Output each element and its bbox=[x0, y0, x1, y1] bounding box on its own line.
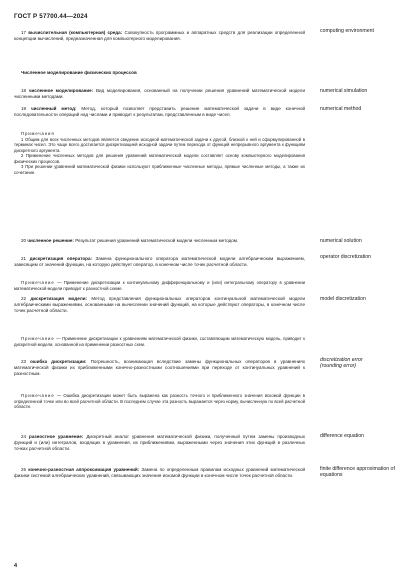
note-22 bbox=[14, 336, 305, 347]
english-term-20: numerical solution bbox=[320, 238, 362, 244]
note-text: — Ошибка дискретизации может быть выражена как разность точного и приближенного значения искомой функции в определенной точке или во всей расчетной области. В последнем случае эта разность выражается через норму, вычисленную по всей расчетной области. bbox=[14, 393, 306, 410]
entry-definition: Метод представления функциональных операторов континуальной математической модели алгебраическими выражениями, основанными на вычислении значений функций, на которые действуют операторы, в конечном числе точек расчетной области. bbox=[14, 296, 305, 314]
note-21 bbox=[14, 280, 305, 291]
entry-number: 25 bbox=[21, 467, 27, 472]
notes-heading: Примечания bbox=[21, 131, 55, 136]
english-term-17: computing environment bbox=[320, 28, 374, 34]
english-term-22: model discretization bbox=[320, 296, 366, 302]
english-term-25: finite difference approximation of equations bbox=[320, 466, 395, 479]
section-heading: Численное моделирование физических процессов bbox=[21, 70, 137, 75]
entry-term: конечно-разностная аппроксимация уравнений: bbox=[28, 467, 140, 472]
standard-header: ГОСТ Р 57700.44—2024 bbox=[14, 13, 88, 20]
entry-number: 20 bbox=[21, 238, 27, 243]
note-label: Примечание bbox=[21, 393, 55, 398]
entry-term: численное моделирование: bbox=[28, 88, 94, 93]
section-heading-block bbox=[14, 70, 305, 76]
entry-definition: Замена функционального оператора математической модели алгебраическим выражением, зависящим от значений функции, на которую действует оператор, в конечном числе точек расчетной области. bbox=[14, 256, 306, 268]
english-term-23-alt: (rounding error) bbox=[320, 363, 357, 370]
entry-definition: Замена по определенным правилам исходных уравнений математической физики системой алгебраических уравнений, связывающих значения искомой функции в конечном числе точек расчетной области. bbox=[14, 467, 306, 479]
entry-term: вычислительная (компьютерная) среда: bbox=[28, 30, 123, 35]
entry-definition: Метод, который позволяет представить решение математической задачи в виде конечной последовательности операций над числами и приводит к результатам, представленным в виде чисел. bbox=[14, 106, 306, 118]
entry-number: 23 bbox=[21, 359, 27, 364]
note-3: 3 При решении уравнений математической физики используют приближенные численные методы, прямые численные методы, а также их сочетание. bbox=[14, 164, 305, 175]
entry-definition: Результат решения уравнений математической модели численным методом. bbox=[75, 238, 239, 243]
entry-18 bbox=[14, 88, 305, 100]
entry-25 bbox=[14, 467, 305, 479]
entry-term: дискретизация оператора: bbox=[29, 256, 92, 261]
entry-definition: Дискретный аналог уравнения математической физики, полученный путем замены производных функций и (или) интегралов, входящих в уравнения, их приближениями, выраженными через значения этих функций в различных точках расчетной области. bbox=[14, 434, 306, 452]
entry-20 bbox=[14, 238, 305, 244]
entry-definition: Совокупность программных и аппаратных средств для реализации определенной концепции вычислений, предназначенная для компьютерного моделирования. bbox=[14, 30, 305, 42]
entry-number: 18 bbox=[21, 88, 27, 93]
entry-22 bbox=[14, 296, 305, 314]
note-1: 1 Общим для всех численных методов является сведение исходной математической задачи к другой, близкой к ней и сформулированной в терминах чисел. Это чаще всего достигается дискретизацией исходной задачи путем перехода от функций непрерывного аргумента к функциям дискретного аргумента. bbox=[14, 136, 305, 153]
english-term-23 bbox=[320, 357, 405, 369]
entry-term: ошибка дискретизации: bbox=[30, 359, 87, 364]
note-text: — Применение дискретизации к континуальному дифференциальному и (или) интегральному оператору в уравнении математической модели приводит к разностной схеме. bbox=[14, 280, 306, 291]
english-term-23-main: discretization error bbox=[320, 357, 363, 363]
note-label: Примечание bbox=[21, 336, 55, 341]
entry-17 bbox=[14, 30, 305, 42]
entry-number: 17 bbox=[21, 30, 27, 35]
english-term-21: operator discretization bbox=[320, 254, 372, 260]
note-23 bbox=[14, 393, 305, 410]
entry-term: дискретизация модели: bbox=[30, 296, 88, 301]
entry-term: разностное уравнение: bbox=[29, 434, 84, 439]
entry-number: 22 bbox=[21, 296, 27, 301]
page-number: 4 bbox=[14, 563, 18, 569]
entry-number: 21 bbox=[21, 256, 27, 261]
entry-23 bbox=[14, 359, 305, 377]
entry-number: 19 bbox=[21, 106, 27, 111]
entry-term: численный метод: bbox=[30, 106, 77, 111]
entry-24 bbox=[14, 434, 305, 452]
english-term-24: difference equation bbox=[320, 433, 365, 439]
note-label: Примечание bbox=[21, 280, 55, 285]
note-text: — Применение дискретизации к уравнениям математической физики, составляющим математическую модель, приводит к дискретной модели, основанной на применении разностных схем. bbox=[14, 336, 305, 347]
english-term-19: numerical method bbox=[320, 106, 362, 112]
entry-term: численное решение: bbox=[27, 238, 74, 243]
entry-definition: Вид моделирования, основанный на получении решения уравнений математической модели численными методами. bbox=[14, 88, 305, 100]
entry-19 bbox=[14, 106, 305, 118]
entry-21 bbox=[14, 256, 305, 268]
notes-19 bbox=[14, 131, 305, 175]
entry-number: 24 bbox=[21, 434, 27, 439]
entry-definition: Погрешность, возникающая вследствие замены функциональных операторов в уравнениях математической физики их приближенными конечно-разностными соотношениями при переходе от континуальных уравнений к разностным. bbox=[14, 359, 306, 377]
note-2: 2 Применение численных методов для решения уравнений математической модели составляет основу компьютерного моделирования физических процессов. bbox=[14, 153, 305, 164]
english-term-18: numerical simulation bbox=[320, 88, 368, 94]
